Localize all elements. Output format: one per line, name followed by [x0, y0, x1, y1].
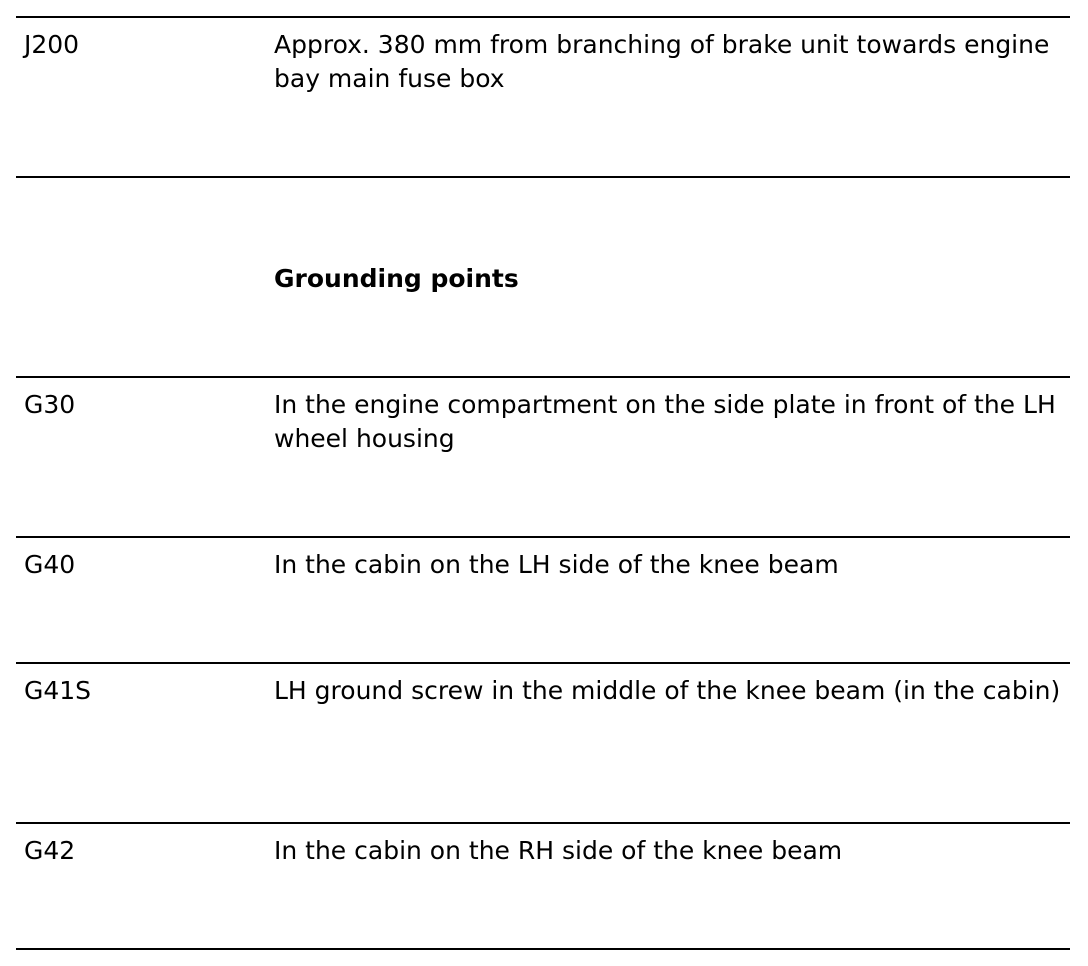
table-row — [16, 822, 1070, 950]
component-code: G42 — [24, 836, 76, 865]
component-location: In the cabin on the LH side of the knee beam — [274, 550, 839, 579]
component-code: G41S — [24, 676, 92, 705]
table-row — [16, 536, 1070, 662]
table-row — [16, 16, 1070, 176]
component-location: Approx. 380 mm from branching of brake unit towards engine bay main fuse box — [274, 30, 1050, 93]
component-code: G30 — [24, 390, 76, 419]
component-code: J200 — [24, 30, 80, 59]
section-heading-row — [16, 176, 1070, 376]
component-location: In the cabin on the RH side of the knee beam — [274, 836, 843, 865]
component-location: LH ground screw in the middle of the knee beam (in the cabin) — [274, 676, 1061, 705]
component-code: G40 — [24, 550, 76, 579]
section-heading: Grounding points — [274, 264, 519, 293]
component-location: In the engine compartment on the side plate in front of the LH wheel housing — [274, 390, 1056, 453]
table-row — [16, 376, 1070, 536]
table-row — [16, 662, 1070, 822]
component-location-table — [16, 16, 1070, 950]
